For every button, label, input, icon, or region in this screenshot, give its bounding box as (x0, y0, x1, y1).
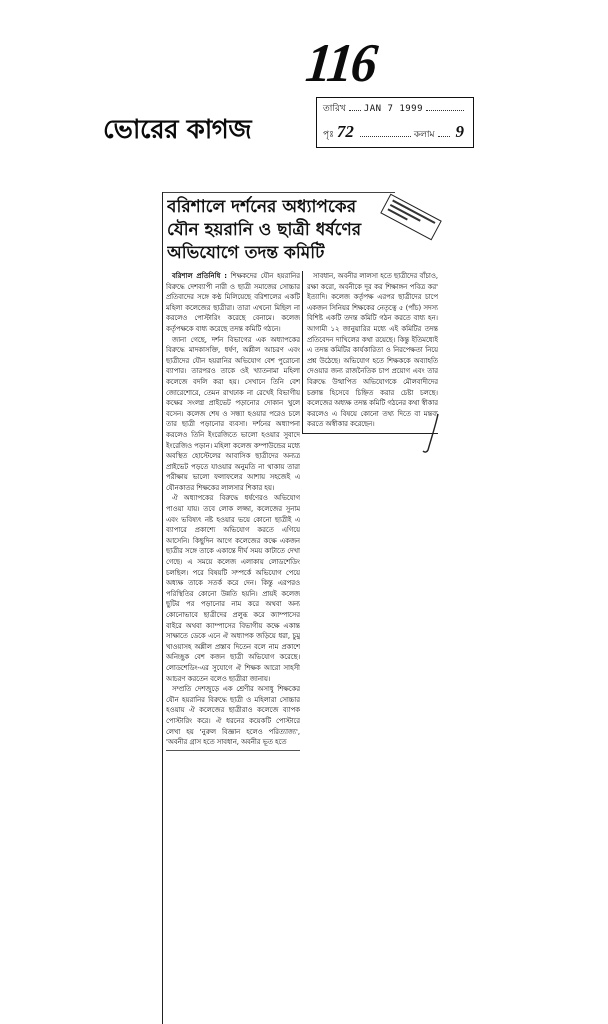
headline-line-3: অভিযোগে তদন্ত কমিটি (167, 243, 325, 263)
article-left-column (166, 271, 300, 751)
article-paragraph: সম্প্রতি দেশজুড়ে এক শ্রেণীর অসাধু শিক্ষকের যৌন হয়রানির বিরুদ্ধে ছাত্রী ও মহিলারা সোচ্চার হওয়ায় ঐ কলেজের ছাত্রীরাও কলেজে ব্যাপক পোস্টারিং করে। ঐ ধরনের কয়েকটি পোস্টারে লেখা হয় 'নুরুল বিজ্ঞান হলেও পরিত্যাজ্য', 'অবনীর গ্রাস হতে সাবধান, অবনীর ভূত হতে (166, 685, 300, 747)
clipping-left-edge (162, 192, 163, 1024)
clipping-top-edge (163, 192, 395, 193)
stamp-page-row (323, 123, 467, 143)
stamp-column-value: 9 (455, 122, 464, 141)
stamp-date-row (323, 103, 467, 123)
dotted-leader (438, 135, 450, 137)
dotted-leader (426, 109, 464, 111)
stamp-page-value: 72 (336, 122, 354, 141)
stamp-date-value: JAN 7 1999 (363, 104, 423, 114)
headline-line-1: বরিশালে দর্শনের অধ্যাপকের (167, 197, 357, 217)
headline-line-2: যৌন হয়রানি ও ছাত্রী ধর্ষণের (167, 220, 362, 240)
newspaper-masthead: ভোরের কাগজ (103, 115, 252, 145)
pen-mark (420, 412, 444, 454)
paragraph-text: শিক্ষকদের যৌন হয়রানির বিরুদ্ধে দেশব্যাপী নারী ও ছাত্রী সমাজের সোচ্চার প্রতিবাদের সঙ্গে কণ্ঠ মিলিয়েছে বরিশালের একটি মহিলা কলেজের ছাত্রীরা। তারা এখনো মিছিল না করলেও পোস্টারিং করেছে বেনামে। কলেজ কর্তৃপক্ষকে বাধ্য করেছে তদন্ত কমিটি গঠনে। (166, 272, 300, 333)
dotted-leader (349, 109, 361, 111)
article-right-column (302, 271, 438, 434)
article-paragraph: জানা গেছে, দর্শন বিভাগের এক অধ্যাপকের বিরুদ্ধে মাদকাসক্তি, ধর্ষণ, অশ্লীল আচরণ এবং ছাত্রীদের যৌন হয়রানির অভিযোগ বেশ পুরোনো ব্যাপার। তারপরও তাকে ওই খ্যাতনামা মহিলা কলেজে বদলি করা হয়। সেখানে তিনি বেশ জোরেশোরে, তেমন রাখঢাক না রেখেই বিভাগীয় কক্ষের সংলগ্ন প্রাইভেট পড়ানোর দোকান খুলে বসেন। কলেজ শেষ ও সন্ধ্যা হওয়ার পরেও চলে তার ছাত্রী পড়ানোর ব্যবসা। দর্শনের অধ্যাপনা করলেও তিনি ইংরেজিতে ভালো হওয়ার সুবাদে ইংরেজিও পড়ান। মহিলা কলেজ কম্পাউন্ডের মধ্যে অবস্থিত হোস্টেলের আবাসিক ছাত্রীদের অন্যত্র প্রাইভেট পড়তে যাওয়ার অনুমতি না থাকায় তারা পরীক্ষায় ভালো ফলাফলের আশায় সহজেই এ যৌনকাতর শিক্ষকের লালসার শিকার হয়। (166, 335, 300, 492)
dotted-leader (360, 135, 411, 137)
date-page-stamp (316, 97, 474, 148)
article-paragraph: ঐ অধ্যাপকের বিরুদ্ধে ধর্ষণেরও অভিযোগ পাওয়া যায়। তবে লোক লজ্জা, কলেজের সুনাম এবং ভবিষ্যৎ নষ্ট হওয়ার ভয়ে কোনো ছাত্রীই এ ব্যাপারে প্রকাশ্যে অভিযোগ করতে এগিয়ে আসেনি। কিছুদিন আগে কলেজের কক্ষে একজন ছাত্রীর সঙ্গে তাকে একান্তে দীর্ঘ সময় কাটাতে দেখা গেছে। এ সময়ে কলেজ এলাকায় লোডশেডিং চলছিল। পরে বিষয়টি সম্পর্কে অভিযোগ পেয়ে অধ্যক্ষ তাকে সতর্ক করে দেন। কিন্তু এরপরও পরিস্থিতির কোনো উন্নতি হয়নি। প্রায়ই কলেজ ছুটির পর পড়ানোর নাম করে অথবা অন্য কোনোভাবে ছাত্রীদের প্রলুব্ধ করে ক্যাম্পাসের বাইরে অথবা ক্যাম্পাসের বিভাগীয় কক্ষে একান্ত সাক্ষাতে ডেকে এনে ঐ অধ্যাপক জড়িয়ে ধরা, চুমু খাওয়াসহ অশ্লীল প্রস্তাব দিতেন বলে নাম প্রকাশে অনিচ্ছুক বেশ কজন ছাত্রী অভিযোগ করেছে। লোডশেডিং-এর সুযোগে ঐ শিক্ষক আরো সাহসী আচরণ করতেন বলেও ছাত্রীরা জানায়। (166, 494, 300, 683)
stamp-date-label: তারিখ (323, 104, 346, 114)
stamp-column-label: কলাম (413, 130, 435, 140)
article-byline: বরিশাল প্রতিনিধি : (172, 272, 227, 280)
article-paragraph (166, 271, 300, 335)
stamp-page-label: পৃঃ (323, 130, 334, 140)
handwritten-archive-number: 116 (302, 33, 379, 94)
article-headline (167, 196, 419, 265)
article-paragraph: সাবধান, অবনীর লালসা হতে ছাত্রীদের বাঁচাও, রক্ষা করো, অবনীকে দূর কর শিক্ষাঙ্গন পবিত্র কর' ইত্যাদি। কলেজ কর্তৃপক্ষ এরপর ছাত্রীদের চাপে একজন সিনিয়র শিক্ষকের নেতৃত্বে ৫ (পাঁচ) সদস্য বিশিষ্ট একটি তদন্ত কমিটি গঠন করতে বাধ্য হন। আগামী ১২ জানুয়ারির মধ্যে এই কমিটির তদন্ত প্রতিবেদন দাখিলের কথা রয়েছে। কিন্তু ইতিমধ্যেই এ তদন্ত কমিটির কার্যকারিতা ও নিরপেক্ষতা নিয়ে প্রশ্ন উঠেছে। অভিযোগ হতে শিক্ষককে অব্যাহতি দেওয়ার জন্য রাজনৈতিক চাপ প্রয়োগ এবং তার বিরুদ্ধে উত্থাপিত অভিযোগকে মৌলবাদীদের চক্রান্ত হিসেবে চিহ্নিত করার চেষ্টা চলছে। কলেজের অধ্যক্ষ তদন্ত কমিটি গঠনের কথা স্বীকার করলেও এ বিষয়ে কোনো তথ্য দিতে বা মন্তব্য করতে অস্বীকার করেছেন। (307, 272, 438, 429)
